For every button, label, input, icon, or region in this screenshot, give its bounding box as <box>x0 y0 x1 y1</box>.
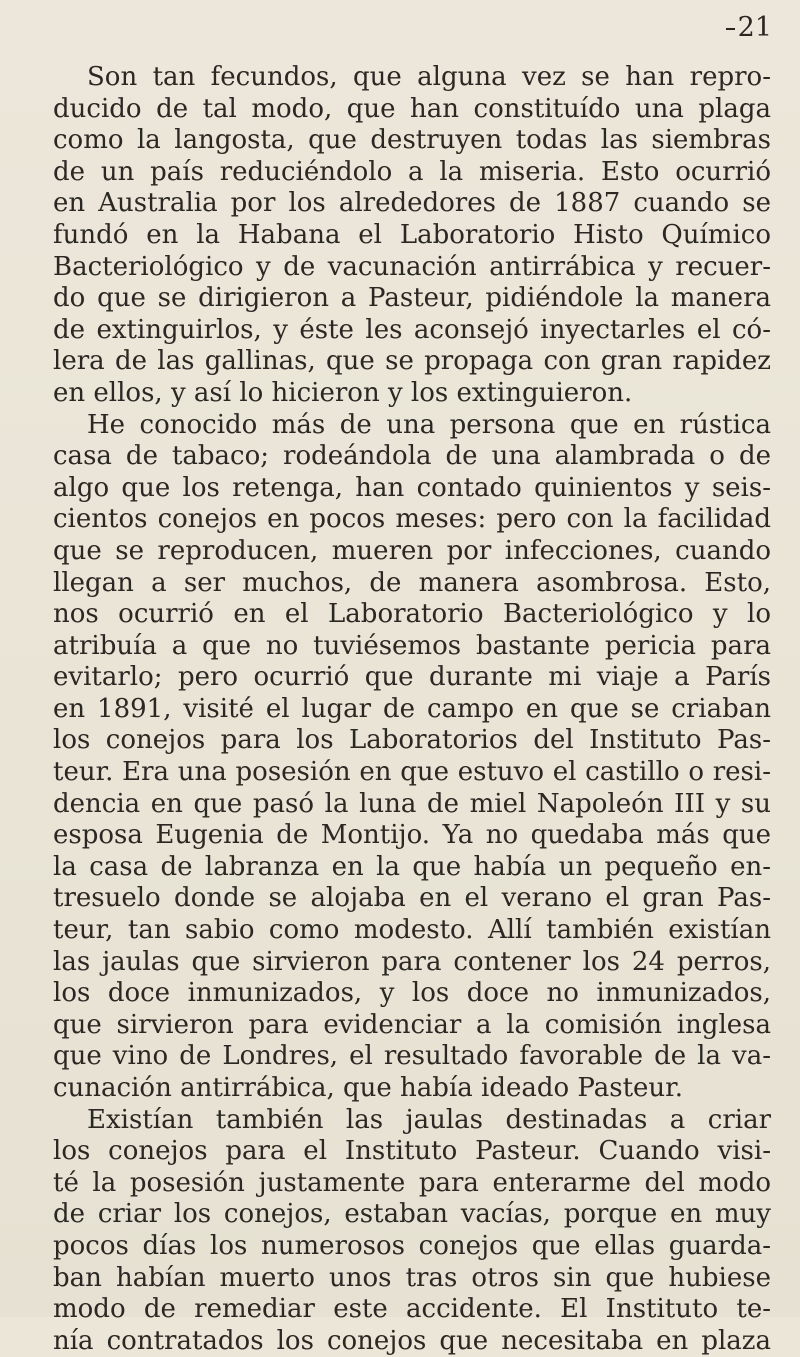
text-line: los conejos para los Laboratorios del Instituto Pas- <box>53 725 771 756</box>
text-line: de criar los conejos, estaban vacías, porque en muy <box>53 1199 771 1230</box>
text-line: pocos días los numerosos conejos que ellas guarda- <box>53 1230 771 1261</box>
text-line: atribuía a que no tuviésemos bastante pericia para <box>53 630 771 661</box>
text-line: té la posesión justamente para enterarme del modo <box>53 1167 771 1198</box>
text-line: de un país reduciéndolo a la miseria. Esto ocurrió <box>53 156 771 187</box>
text-line: Bacteriológico y de vacunación antirrábica y recuer- <box>53 251 771 282</box>
text-line: cunación antirrábica, que había ideado Pasteur. <box>53 1073 684 1103</box>
text-line: teur, tan sabio como modesto. Allí también existían <box>53 915 771 946</box>
text-line: teur. Era una posesión en que estuvo el castillo o resi- <box>53 757 771 788</box>
text-line: los conejos para el Instituto Pasteur. Cuando visi- <box>53 1136 771 1167</box>
text-line: evitarlo; pero ocurrió que durante mi viaje a París <box>53 662 771 693</box>
text-line: Existían también las jaulas destinadas a criar <box>87 1104 771 1135</box>
text-line: en Australia por los alrededores de 1887 cuando se <box>53 188 771 219</box>
text-line: nos ocurrió en el Laboratorio Bacteriológico y lo <box>53 599 771 630</box>
text-line: Son tan fecundos, que alguna vez se han repro- <box>87 62 771 92</box>
text-line: los doce inmunizados, y los doce no inmunizados, <box>53 978 771 1009</box>
text-line: algo que los retenga, han contado quinientos y seis- <box>53 472 771 503</box>
text-line: dencia en que pasó la luna de miel Napoleón III y su <box>53 788 771 819</box>
text-line: que vino de Londres, el resultado favorable de la va- <box>53 1041 771 1072</box>
text-line: la casa de labranza en la que había un pequeño en- <box>53 851 771 882</box>
text-line: nía contratados los conejos que necesitaba en plaza <box>53 1325 771 1356</box>
text-line: fundó en la Habana el Laboratorio Histo Químico <box>53 219 771 250</box>
text-line: modo de remediar este accidente. El Instituto te- <box>53 1294 771 1325</box>
text-line: tresuelo donde se alojaba en el verano el gran Pas- <box>53 883 771 914</box>
text-line: He conocido más de una persona que en rústica <box>87 409 771 440</box>
text-line: en 1891, visité el lugar de campo en que se criaban <box>53 693 771 724</box>
text-line: que sirvieron para evidenciar a la comisión inglesa <box>53 1009 771 1040</box>
text-line: de extinguirlos, y éste les aconsejó inyectarles el có- <box>53 314 771 345</box>
text-line: llegan a ser muchos, de manera asombrosa. Esto, <box>53 567 771 598</box>
body-text <box>53 62 771 1357</box>
text-line: cientos conejos en pocos meses: pero con la facilidad <box>53 504 771 535</box>
text-line: lera de las gallinas, que se propaga con gran rapidez <box>53 346 771 377</box>
page-number: 21 <box>726 12 772 43</box>
text-line: las jaulas que sirvieron para contener los 24 perros, <box>53 946 771 977</box>
text-line: que se reproducen, mueren por infecciones, cuando <box>53 535 771 566</box>
text-line: casa de tabaco; rodeándola de una alambrada o de <box>53 441 771 472</box>
text-line: ducido de tal modo, que han constituído una plaga <box>53 93 771 124</box>
text-line: do que se dirigieron a Pasteur, pidiéndole la manera <box>53 283 771 314</box>
text-line: como la langosta, que destruyen todas las siembras <box>53 125 771 156</box>
text-line: en ellos, y así lo hicieron y los extinguieron. <box>53 377 633 408</box>
text-line: ban habían muerto unos tras otros sin que hubiese <box>53 1262 771 1293</box>
text-line: esposa Eugenia de Montijo. Ya no quedaba más que <box>53 820 771 851</box>
